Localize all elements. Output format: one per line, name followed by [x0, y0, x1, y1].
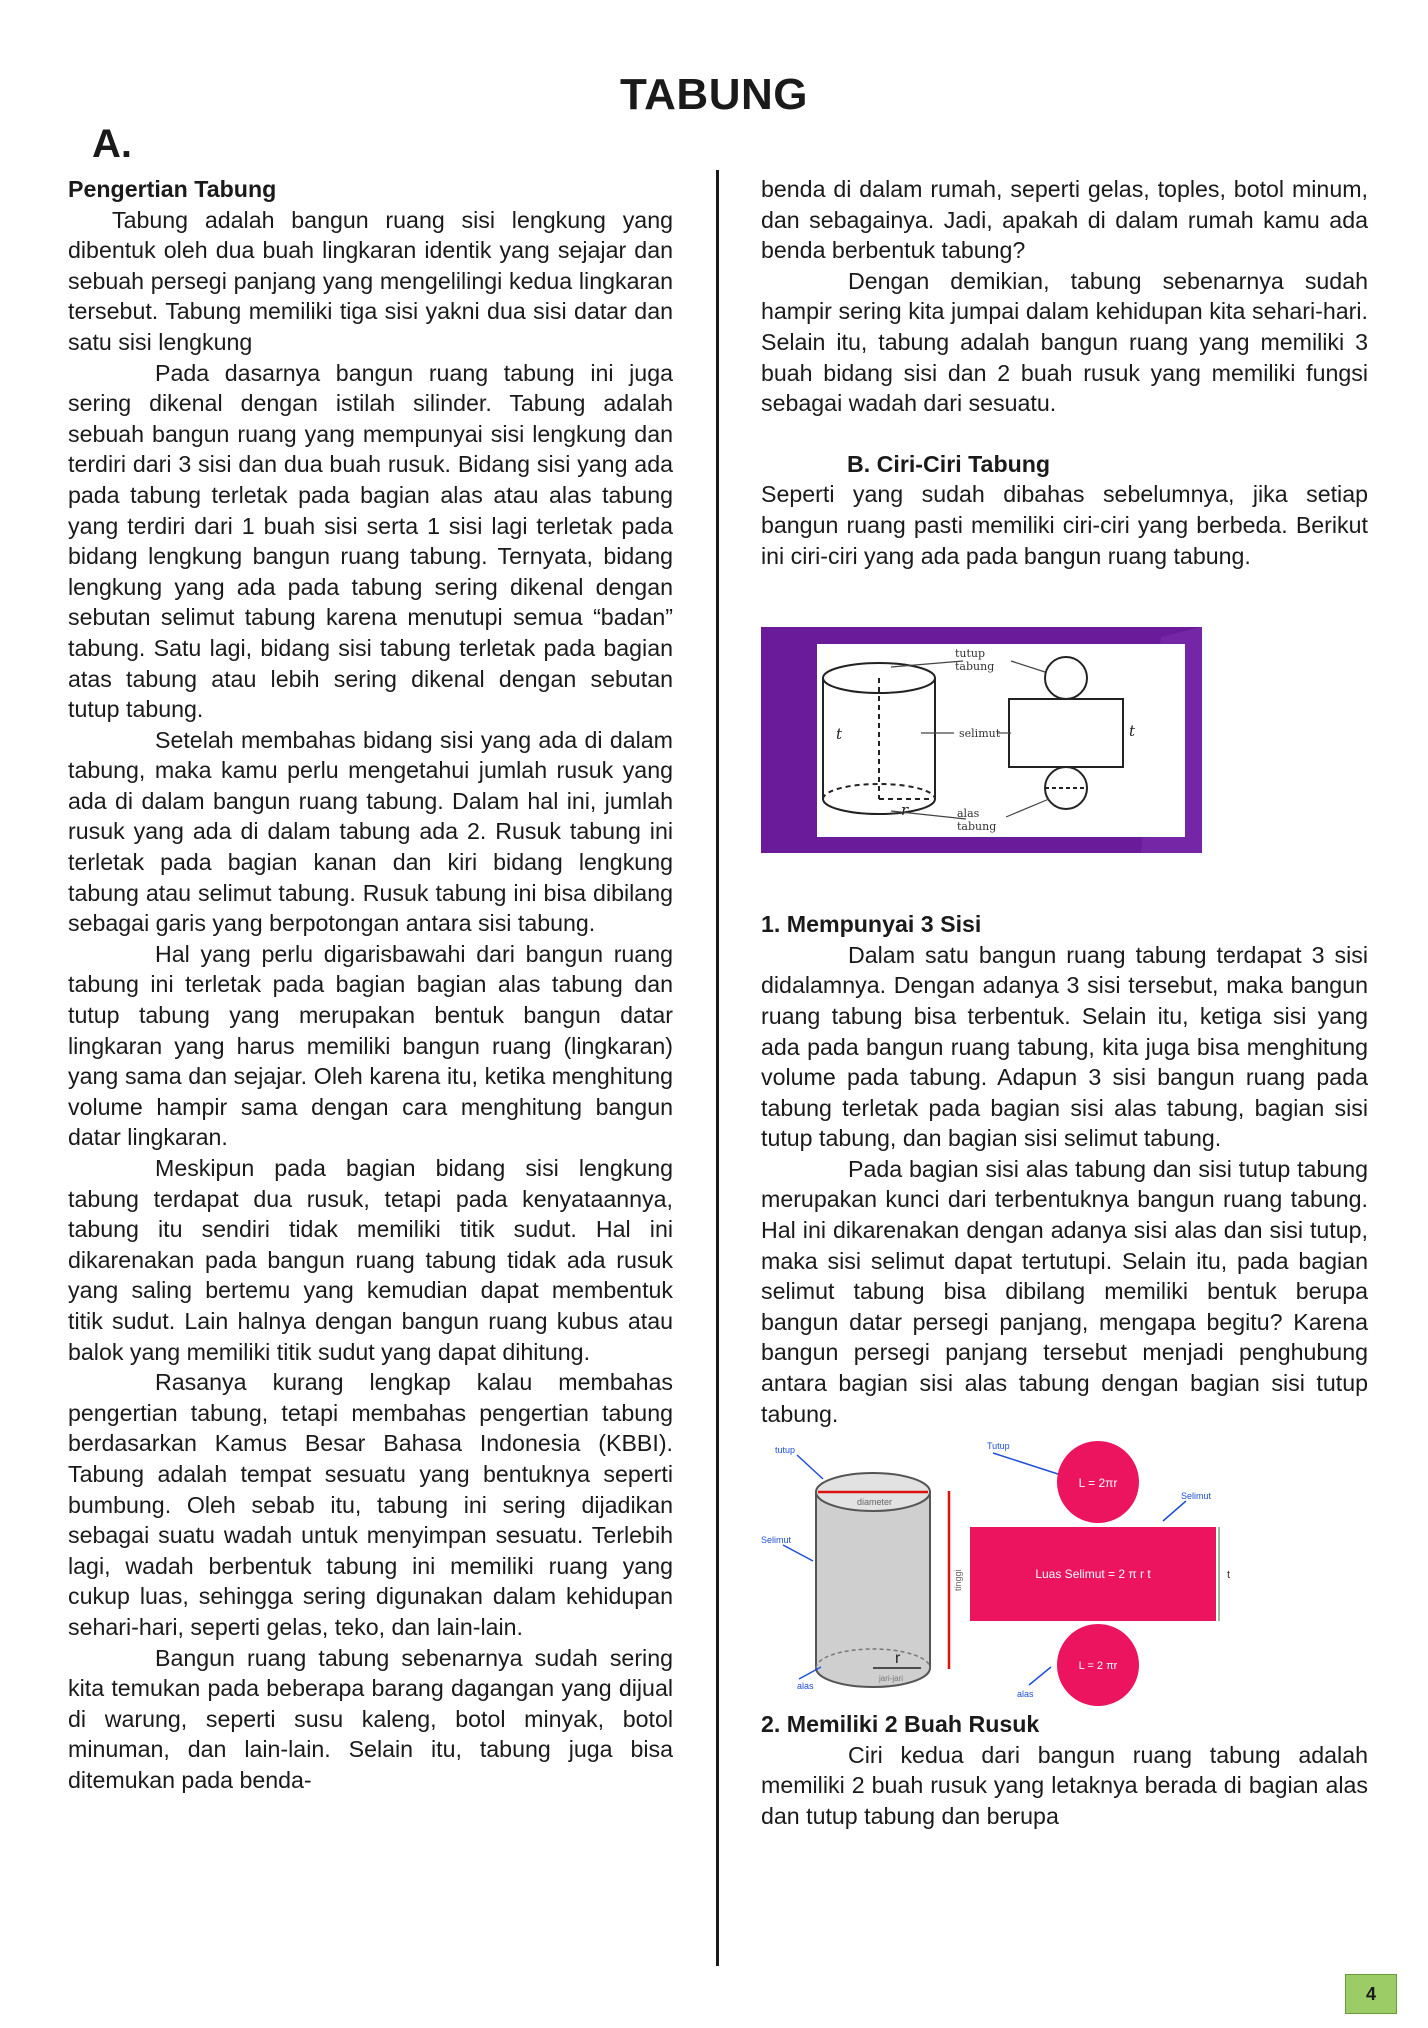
- label-selimut: selimut: [959, 727, 1001, 741]
- label-tutup-left: tutup: [775, 1445, 796, 1456]
- paragraph: Seperti yang sudah dibahas sebelumnya, jika setiap bangun ruang pasti memiliki ciri-ciri yang berbeda. Berikut ini ciri-ciri yang ada pada bangun ruang tabung.: [761, 481, 1368, 569]
- paragraph: benda di dalam rumah, seperti gelas, toples, botol minum, dan sebagainya. Jadi, apakah di dalam rumah kamu ada benda berbentuk tabung?: [761, 176, 1368, 264]
- label-alas-left: alas: [797, 1681, 814, 1692]
- paragraph: Setelah membahas bidang sisi yang ada di dalam tabung, maka kamu perlu mengetahui jumlah rusuk yang ada di dalam bangun ruang tabung. Dalam hal ini, jumlah rusuk yang ada di dalam tabung ada 2. Rusuk tabung ini terletak pada bagian kanan dan kiri bidang lengkung tabung atau selimut tabung. Rusuk tabung ini bisa dibilang sebagai garis yang berpotongan antara sisi tabung.: [68, 726, 673, 937]
- column-divider: [716, 170, 719, 1966]
- label-t-cylinder: t: [836, 725, 843, 744]
- cylinder-area-diagram: [761, 1441, 1241, 1709]
- label-diameter: diameter: [857, 1497, 893, 1508]
- paragraph: Tabung adalah bangun ruang sisi lengkung yang dibentuk oleh dua buah lingkaran identik yang sejajar dan sebuah persegi panjang yang mengelilingi kedua lingkaran tersebut. Tabung memiliki tiga sisi yakni dua sisi datar dan satu sisi lengkung: [68, 206, 673, 355]
- heading-2-rusuk: 2. Memiliki 2 Buah Rusuk: [761, 1711, 1040, 1738]
- heading-3-sisi: 1. Mempunyai 3 Sisi: [761, 911, 982, 938]
- paragraph: Rasanya kurang lengkap kalau membahas pengertian tabung, tetapi membahas pengertian tabung berdasarkan Kamus Besar Bahasa Indonesia (KBBI). Tabung adalah tempat sesuatu yang bentuknya seperti bumbung. Oleh sebab itu, tabung ini sering dijadikan sebagai suatu wadah untuk menyimpan sesuatu. Terlebih lagi, wadah berbentuk tabung ini memiliki ruang yang cukup luas, sehingga sering digunakan dalam kehidupan sehari-hari, seperti gelas, teko, dan lain-lain.: [68, 1369, 673, 1640]
- label-tutup: tutup: [955, 647, 986, 661]
- label-circle-bottom: L = 2 πr: [1078, 1660, 1118, 1673]
- right-column: [761, 174, 1368, 1832]
- paragraph: Pada bagian sisi alas tabung dan sisi tutup tabung merupakan kunci dari terbentuknya bangun ruang tabung. Hal ini dikarenakan dengan adanya sisi alas dan sisi tutup, maka sisi selimut dapat tertutupi. Selain itu, pada bagian selimut tabung bisa dibilang memiliki bentuk berupa bangun datar persegi panjang, mengapa begitu? Karena bangun persegi panjang tersebut menjadi penghubung antara bagian sisi alas tabung dengan bagian sisi tutup tabung.: [761, 1155, 1368, 1427]
- label-tutup-top: Tutup: [987, 1441, 1010, 1452]
- paragraph: Ciri kedua dari bangun ruang tabung adalah memiliki 2 buah rusuk yang letaknya berada di bagian alas dan tutup tabung dan berupa: [761, 1741, 1368, 1829]
- label-t-net: t: [1129, 722, 1136, 741]
- label-alas-bottom: alas: [1017, 1689, 1034, 1700]
- heading-ciri-ciri: B. Ciri-Ciri Tabung: [847, 450, 1051, 477]
- label-t: t: [1227, 1569, 1231, 1582]
- left-column: [68, 174, 673, 1795]
- paragraph: Pada dasarnya bangun ruang tabung ini juga sering dikenal dengan istilah silinder. Tabung adalah sebuah bangun ruang yang mempunyai sisi lengkung dan terdiri dari 3 sisi dan dua buah rusuk. Bidang sisi yang ada pada tabung terletak pada bagian alas atau alas tabung yang terdiri dari 1 buah sisi serta 1 sisi lagi terletak pada bidang lengkung bangun ruang tabung. Ternyata, bidang lengkung yang ada pada tabung sering dikenal dengan sebutan selimut tabung karena menutupi semua “badan” tabung. Satu lagi, bidang sisi tabung terletak pada bagian atas tabung atau lebih sering dikenal dengan sebutan tutup tabung.: [68, 359, 673, 723]
- label-circle-top: L = 2πr: [1078, 1476, 1118, 1491]
- label-alas: alas: [957, 807, 980, 821]
- label-r: r: [895, 1650, 901, 1668]
- label-jari-jari: jari-jari: [879, 1674, 903, 1684]
- paragraph: Meskipun pada bagian bidang sisi lengkung tabung terdapat dua rusuk, tetapi pada kenyataannya, tabung itu sendiri tidak memiliki titik sudut. Hal ini dikarenakan pada bangun ruang tabung tidak ada rusuk yang saling bertemu yang kemudian dapat membentuk titik sudut. Lain halnya dengan bangun ruang kubus atau balok yang memiliki titik sudut yang dapat dihitung.: [68, 1155, 673, 1365]
- label-tabung-top: tabung: [955, 660, 995, 674]
- label-selimut-right: Selimut: [1181, 1491, 1212, 1502]
- paragraph: Dalam satu bangun ruang tabung terdapat 3 sisi didalamnya. Dengan adanya 3 sisi tersebut, maka bangun ruang tabung bisa terbentuk. Selain itu, ketiga sisi yang ada pada bangun ruang tabung, kita juga bisa menghitung volume pada tabung. Adapun 3 sisi bangun ruang pada tabung terletak pada bagian sisi alas tabung, bagian sisi tutup tabung, dan bagian sisi selimut tabung.: [761, 941, 1368, 1152]
- label-selimut-left: Selimut: [761, 1535, 792, 1546]
- section-letter: A.: [92, 122, 132, 166]
- label-r: r: [901, 801, 909, 820]
- page-number-badge: 4: [1345, 1974, 1397, 2014]
- paragraph: Hal yang perlu digarisbawahi dari bangun ruang tabung ini terletak pada bagian bagian alas tabung dan tutup tabung yang merupakan bentuk bangun datar lingkaran yang harus memiliki bangun ruang (lingkaran) yang sama dan sejajar. Oleh karena itu, ketika menghitung volume hampir sama dengan cara menghitung bangun datar lingkaran.: [68, 940, 673, 1151]
- heading-pengertian: Pengertian Tabung: [68, 176, 277, 202]
- cylinder-net-diagram: [761, 627, 1202, 853]
- page-title: TABUNG: [620, 70, 808, 119]
- label-luas-selimut: Luas Selimut = 2 π r t: [1035, 1567, 1151, 1582]
- paragraph: Bangun ruang tabung sebenarnya sudah sering kita temukan pada beberapa barang dagangan yang dijual di warung, seperti susu kaleng, botol minyak, botol minuman, dan lain-lain. Selain itu, tabung juga bisa ditemukan pada benda-: [68, 1644, 673, 1793]
- label-tinggi: tinggi: [953, 1569, 963, 1592]
- paragraph: Dengan demikian, tabung sebenarnya sudah hampir sering kita jumpai dalam kehidupan kita sehari-hari. Selain itu, tabung adalah bangun ruang yang memiliki 3 buah bidang sisi dan 2 buah rusuk yang memiliki fungsi sebagai wadah dari sesuatu.: [761, 267, 1368, 417]
- label-tabung-bottom: tabung: [957, 820, 997, 834]
